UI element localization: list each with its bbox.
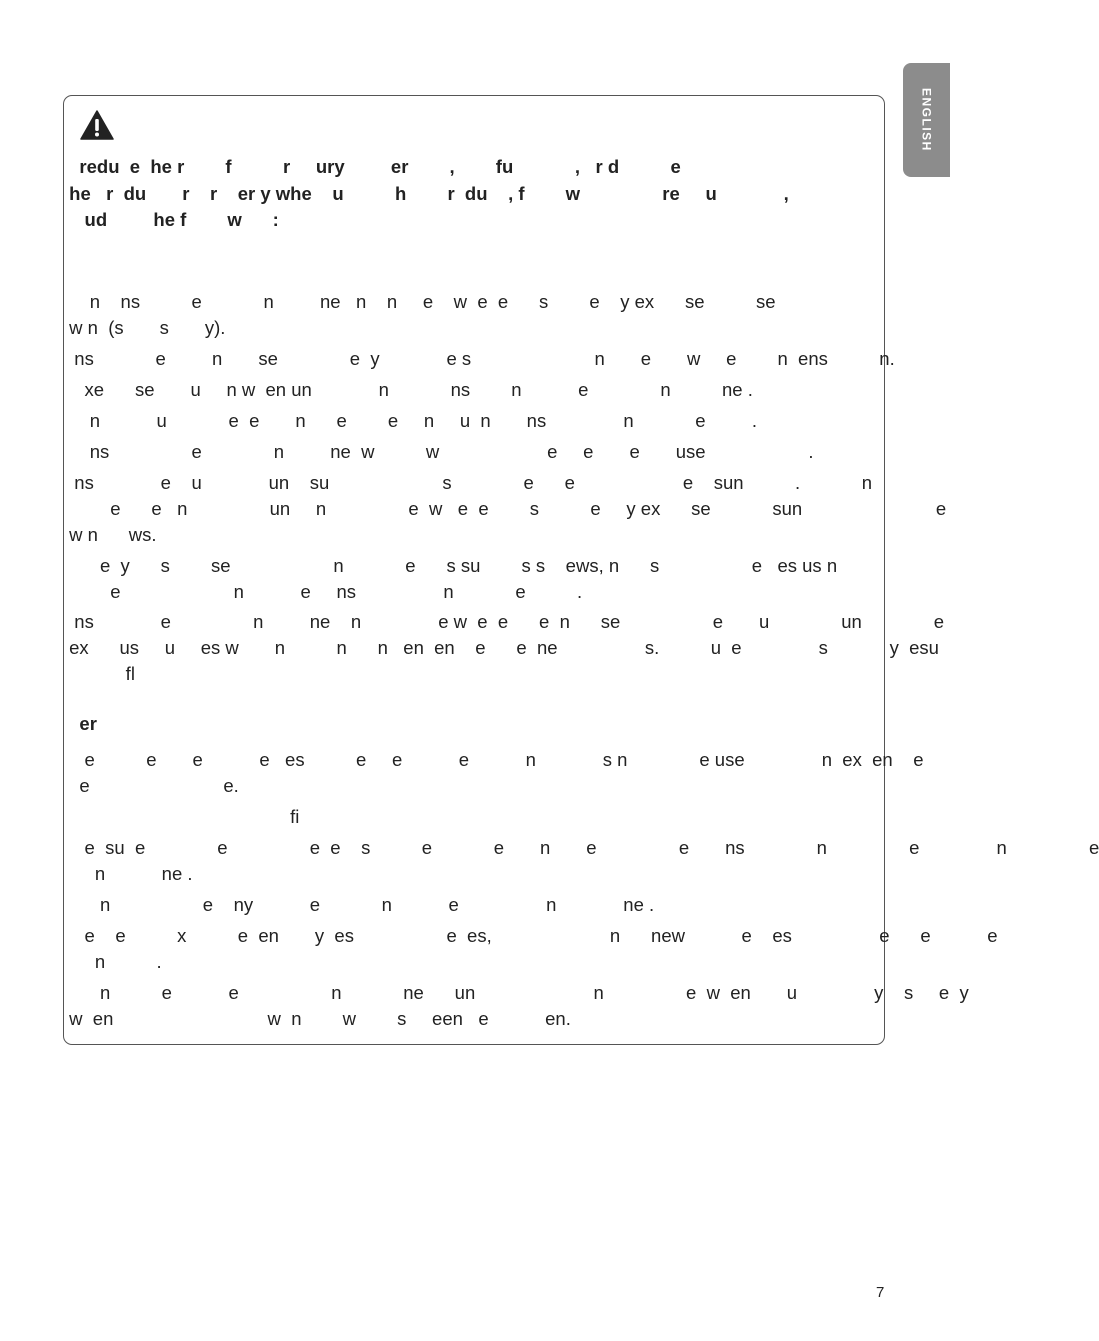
list-item-line: e e n un n e w e e s e y ex se sun e — [64, 498, 947, 519]
list-item-line: e e. — [64, 775, 239, 796]
intro-line: ud he f w : — [64, 209, 279, 230]
list-item-line: xe se u n w en un n ns n e n ne . — [64, 379, 753, 400]
list-item-line: w en w n w s een e en. — [64, 1008, 571, 1029]
list-item-line: e e e e es e e e n s n e use n ex en e — [64, 749, 924, 770]
list-item-line: n ns e n ne n n e w e e s e y ex se se — [64, 291, 776, 312]
list-item-line: ns e n ne n e w e e e n se e u un e — [64, 611, 945, 632]
list-item-line: e n e ns n e . — [64, 581, 583, 602]
list-item-line: fl — [64, 663, 135, 684]
list-item-line: n e e n ne un n e w en u y s e y — [64, 982, 969, 1003]
list-item-line: ns e n ne w w e e e use . — [64, 441, 814, 462]
list-item-line: ex us u es w n n n en en e e ne s. u e s y esu — [64, 637, 939, 658]
list-item-line: n . — [64, 951, 162, 972]
list-item-line: e e x e en y es e es, n new e es e e e — [64, 925, 998, 946]
list-item-line: n ne . — [64, 863, 193, 884]
list-item-line: n u e e n e e n u n ns n e . — [64, 410, 757, 431]
list-item-line: e su e e e e s e e n e e ns n e n e — [64, 837, 1099, 858]
list-item-line: w n ws. — [64, 524, 157, 545]
warning-triangle-icon — [80, 110, 114, 140]
intro-line: he r du r r er y whe u h r du , f w re u , — [64, 183, 789, 204]
language-tab-label: ENGLISH — [919, 88, 934, 152]
list-item-line: ns e n se e y e s n e w e n ens n. — [64, 348, 895, 369]
list-item-line: n e ny e n e n ne . — [64, 894, 655, 915]
page-number: 7 — [876, 1284, 885, 1301]
list-item-line: e y s se n e s su s s ews, n s e es us n — [64, 555, 838, 576]
section-heading-other: er — [64, 713, 97, 734]
list-item-line: ns e u un su s e e e sun . n — [64, 472, 873, 493]
list-item-line: w n (s s y). — [64, 317, 226, 338]
language-side-tab — [903, 63, 950, 177]
intro-line: redu e he r f r ury er , fu , r d e — [64, 156, 681, 177]
list-item-line: fi — [64, 806, 300, 827]
